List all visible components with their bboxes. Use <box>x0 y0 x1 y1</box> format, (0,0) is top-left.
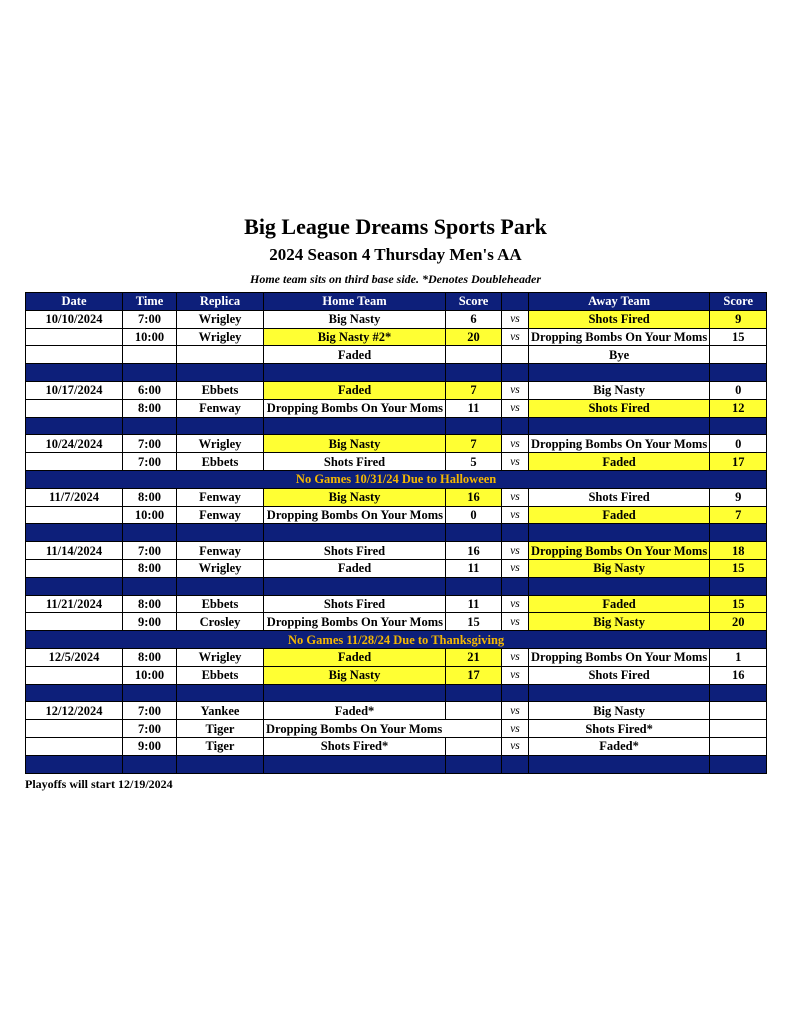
home-team-cell: Faded <box>264 559 446 577</box>
separator-cell <box>446 755 502 773</box>
time-cell: 10:00 <box>123 328 177 346</box>
home-team-cell: Faded <box>264 381 446 399</box>
game-row <box>26 720 767 738</box>
separator-cell <box>446 684 502 702</box>
field-cell: Tiger <box>177 720 264 738</box>
separator-cell <box>502 364 529 382</box>
field-cell: Ebbets <box>177 453 264 471</box>
date-cell <box>26 737 123 755</box>
separator-row <box>26 755 767 773</box>
separator-cell <box>123 684 177 702</box>
notice-text: No Games 10/31/24 Due to Halloween <box>26 470 767 488</box>
separator-cell <box>529 524 710 542</box>
date-cell <box>26 453 123 471</box>
away-team-cell: Dropping Bombs On Your Moms <box>529 542 710 560</box>
home-score-cell: 16 <box>446 488 502 506</box>
column-header <box>502 293 529 311</box>
home-score-cell <box>446 737 502 755</box>
separator-row <box>26 524 767 542</box>
time-cell: 7:00 <box>123 542 177 560</box>
away-team-cell: Bye <box>529 346 710 364</box>
away-team-cell: Dropping Bombs On Your Moms <box>529 328 710 346</box>
separator-row <box>26 417 767 435</box>
column-header: Time <box>123 293 177 311</box>
game-row <box>26 648 767 666</box>
field-cell: Wrigley <box>177 648 264 666</box>
vs-cell: vs <box>502 720 529 738</box>
vs-cell: vs <box>502 737 529 755</box>
game-row <box>26 435 767 453</box>
separator-cell <box>502 755 529 773</box>
time-cell: 6:00 <box>123 381 177 399</box>
notice-row <box>26 631 767 649</box>
field-cell: Wrigley <box>177 328 264 346</box>
separator-cell <box>264 684 446 702</box>
date-cell: 11/14/2024 <box>26 542 123 560</box>
vs-cell: vs <box>502 328 529 346</box>
separator-cell <box>446 417 502 435</box>
separator-cell <box>529 364 710 382</box>
away-team-cell: Shots Fired <box>529 666 710 684</box>
home-score-cell: 5 <box>446 453 502 471</box>
page-note: Home team sits on third base side. *Denotes Doubleheader <box>250 272 541 286</box>
column-header: Score <box>446 293 502 311</box>
separator-cell <box>123 755 177 773</box>
field-cell: Wrigley <box>177 435 264 453</box>
away-score-cell: 12 <box>710 399 767 417</box>
time-cell: 9:00 <box>123 613 177 631</box>
time-cell: 8:00 <box>123 488 177 506</box>
home-score-cell: 16 <box>446 542 502 560</box>
home-score-cell: 15 <box>446 613 502 631</box>
field-cell: Fenway <box>177 506 264 524</box>
game-row <box>26 346 767 364</box>
separator-cell <box>123 364 177 382</box>
home-team-cell: Shots Fired <box>264 595 446 613</box>
separator-cell <box>26 364 123 382</box>
vs-cell: vs <box>502 399 529 417</box>
separator-cell <box>710 577 767 595</box>
away-team-cell: Big Nasty <box>529 702 710 720</box>
separator-cell <box>177 524 264 542</box>
date-cell <box>26 328 123 346</box>
away-team-cell: Shots Fired <box>529 399 710 417</box>
field-cell: Ebbets <box>177 595 264 613</box>
time-cell: 9:00 <box>123 737 177 755</box>
vs-cell: vs <box>502 613 529 631</box>
separator-cell <box>264 755 446 773</box>
separator-cell <box>264 524 446 542</box>
field-cell: Fenway <box>177 488 264 506</box>
field-cell: Ebbets <box>177 666 264 684</box>
field-cell: Ebbets <box>177 381 264 399</box>
time-cell: 7:00 <box>123 435 177 453</box>
away-score-cell <box>710 720 767 738</box>
field-cell: Wrigley <box>177 559 264 577</box>
date-cell <box>26 346 123 364</box>
notice-row <box>26 470 767 488</box>
schedule-body <box>26 310 767 773</box>
date-cell: 10/10/2024 <box>26 310 123 328</box>
away-team-cell: Faded* <box>529 737 710 755</box>
away-score-cell: 0 <box>710 435 767 453</box>
game-row <box>26 506 767 524</box>
separator-cell <box>502 524 529 542</box>
date-cell: 12/5/2024 <box>26 648 123 666</box>
separator-cell <box>26 524 123 542</box>
home-score-cell: 11 <box>446 399 502 417</box>
time-cell: 8:00 <box>123 559 177 577</box>
home-score-cell: 11 <box>446 595 502 613</box>
vs-cell: vs <box>502 666 529 684</box>
date-cell: 12/12/2024 <box>26 702 123 720</box>
time-cell: 7:00 <box>123 702 177 720</box>
separator-row <box>26 364 767 382</box>
away-score-cell: 0 <box>710 381 767 399</box>
column-header: Home Team <box>264 293 446 311</box>
field-cell: Yankee <box>177 702 264 720</box>
home-team-cell: Faded <box>264 346 446 364</box>
separator-cell <box>26 577 123 595</box>
separator-row <box>26 577 767 595</box>
vs-cell: vs <box>502 310 529 328</box>
date-cell: 10/17/2024 <box>26 381 123 399</box>
home-score-cell: 0 <box>446 506 502 524</box>
away-team-cell: Faded <box>529 453 710 471</box>
home-score-cell <box>446 346 502 364</box>
date-cell <box>26 559 123 577</box>
game-row <box>26 542 767 560</box>
vs-cell: vs <box>502 435 529 453</box>
separator-cell <box>529 577 710 595</box>
time-cell: 10:00 <box>123 506 177 524</box>
time-cell: 7:00 <box>123 453 177 471</box>
away-team-cell: Big Nasty <box>529 381 710 399</box>
home-score-cell: 11 <box>446 559 502 577</box>
home-team-cell: Dropping Bombs On Your Moms <box>264 506 446 524</box>
home-team-cell: Faded <box>264 648 446 666</box>
away-score-cell: 15 <box>710 595 767 613</box>
column-header: Score <box>710 293 767 311</box>
away-score-cell <box>710 737 767 755</box>
away-team-cell: Shots Fired* <box>529 720 710 738</box>
away-team-cell: Shots Fired <box>529 310 710 328</box>
home-team-cell: Big Nasty #2* <box>264 328 446 346</box>
separator-cell <box>123 524 177 542</box>
separator-cell <box>446 524 502 542</box>
column-header: Away Team <box>529 293 710 311</box>
game-row <box>26 595 767 613</box>
home-team-cell: Big Nasty <box>264 435 446 453</box>
home-score-cell: 6 <box>446 310 502 328</box>
field-cell: Fenway <box>177 542 264 560</box>
separator-cell <box>177 417 264 435</box>
away-score-cell: 15 <box>710 559 767 577</box>
separator-cell <box>529 755 710 773</box>
separator-cell <box>264 417 446 435</box>
date-cell: 10/24/2024 <box>26 435 123 453</box>
away-team-cell: Dropping Bombs On Your Moms <box>529 435 710 453</box>
field-cell <box>177 346 264 364</box>
separator-cell <box>446 577 502 595</box>
home-score-cell: 7 <box>446 435 502 453</box>
vs-cell: vs <box>502 542 529 560</box>
field-cell: Crosley <box>177 613 264 631</box>
away-team-cell: Big Nasty <box>529 613 710 631</box>
vs-cell: vs <box>502 595 529 613</box>
home-score-cell: 17 <box>446 666 502 684</box>
time-cell <box>123 346 177 364</box>
away-score-cell: 20 <box>710 613 767 631</box>
field-cell: Wrigley <box>177 310 264 328</box>
home-team-cell: Shots Fired <box>264 542 446 560</box>
home-team-cell: Dropping Bombs On Your Moms <box>264 720 502 738</box>
away-score-cell <box>710 702 767 720</box>
schedule-table <box>25 292 767 774</box>
away-team-cell: Shots Fired <box>529 488 710 506</box>
separator-cell <box>177 364 264 382</box>
away-score-cell: 1 <box>710 648 767 666</box>
separator-cell <box>264 577 446 595</box>
game-row <box>26 613 767 631</box>
table-header-row <box>26 293 767 311</box>
separator-cell <box>26 417 123 435</box>
home-team-cell: Faded* <box>264 702 446 720</box>
vs-cell: vs <box>502 381 529 399</box>
away-score-cell: 16 <box>710 666 767 684</box>
vs-cell: vs <box>502 453 529 471</box>
time-cell: 8:00 <box>123 399 177 417</box>
game-row <box>26 702 767 720</box>
footer-note: Playoffs will start 12/19/2024 <box>25 777 173 791</box>
away-team-cell: Big Nasty <box>529 559 710 577</box>
away-score-cell: 7 <box>710 506 767 524</box>
vs-cell: vs <box>502 702 529 720</box>
game-row <box>26 328 767 346</box>
home-team-cell: Shots Fired* <box>264 737 446 755</box>
separator-cell <box>710 417 767 435</box>
game-row <box>26 310 767 328</box>
date-cell <box>26 613 123 631</box>
away-score-cell: 9 <box>710 488 767 506</box>
time-cell: 7:00 <box>123 310 177 328</box>
date-cell: 11/7/2024 <box>26 488 123 506</box>
date-cell <box>26 666 123 684</box>
separator-cell <box>177 755 264 773</box>
separator-cell <box>177 577 264 595</box>
separator-cell <box>502 684 529 702</box>
away-score-cell: 9 <box>710 310 767 328</box>
vs-cell: vs <box>502 648 529 666</box>
separator-cell <box>529 684 710 702</box>
away-score-cell: 18 <box>710 542 767 560</box>
separator-cell <box>502 417 529 435</box>
vs-cell: vs <box>502 559 529 577</box>
game-row <box>26 666 767 684</box>
home-team-cell: Big Nasty <box>264 310 446 328</box>
away-team-cell: Faded <box>529 595 710 613</box>
home-score-cell: 20 <box>446 328 502 346</box>
date-cell <box>26 399 123 417</box>
separator-cell <box>710 524 767 542</box>
game-row <box>26 381 767 399</box>
vs-cell: vs <box>502 506 529 524</box>
separator-cell <box>26 684 123 702</box>
separator-cell <box>177 684 264 702</box>
away-team-cell: Faded <box>529 506 710 524</box>
time-cell: 8:00 <box>123 648 177 666</box>
date-cell <box>26 720 123 738</box>
time-cell: 8:00 <box>123 595 177 613</box>
away-score-cell: 17 <box>710 453 767 471</box>
home-team-cell: Shots Fired <box>264 453 446 471</box>
home-team-cell: Big Nasty <box>264 666 446 684</box>
separator-cell <box>446 364 502 382</box>
away-score-cell: 15 <box>710 328 767 346</box>
home-score-cell: 7 <box>446 381 502 399</box>
column-header: Date <box>26 293 123 311</box>
separator-cell <box>710 755 767 773</box>
separator-cell <box>710 364 767 382</box>
home-score-cell <box>446 702 502 720</box>
date-cell <box>26 506 123 524</box>
notice-text: No Games 11/28/24 Due to Thanksgiving <box>26 631 767 649</box>
separator-cell <box>123 577 177 595</box>
game-row <box>26 559 767 577</box>
home-team-cell: Dropping Bombs On Your Moms <box>264 399 446 417</box>
separator-cell <box>710 684 767 702</box>
column-header: Replica <box>177 293 264 311</box>
time-cell: 7:00 <box>123 720 177 738</box>
field-cell: Fenway <box>177 399 264 417</box>
game-row <box>26 399 767 417</box>
date-cell: 11/21/2024 <box>26 595 123 613</box>
away-team-cell: Dropping Bombs On Your Moms <box>529 648 710 666</box>
game-row <box>26 488 767 506</box>
page-subtitle: 2024 Season 4 Thursday Men's AA <box>269 245 522 264</box>
game-row <box>26 453 767 471</box>
separator-cell <box>26 755 123 773</box>
separator-cell <box>123 417 177 435</box>
field-cell: Tiger <box>177 737 264 755</box>
home-score-cell: 21 <box>446 648 502 666</box>
home-team-cell: Dropping Bombs On Your Moms <box>264 613 446 631</box>
separator-row <box>26 684 767 702</box>
time-cell: 10:00 <box>123 666 177 684</box>
home-team-cell: Big Nasty <box>264 488 446 506</box>
separator-cell <box>264 364 446 382</box>
vs-cell <box>502 346 529 364</box>
away-score-cell <box>710 346 767 364</box>
vs-cell: vs <box>502 488 529 506</box>
page-title: Big League Dreams Sports Park <box>244 214 547 239</box>
game-row <box>26 737 767 755</box>
separator-cell <box>529 417 710 435</box>
separator-cell <box>502 577 529 595</box>
